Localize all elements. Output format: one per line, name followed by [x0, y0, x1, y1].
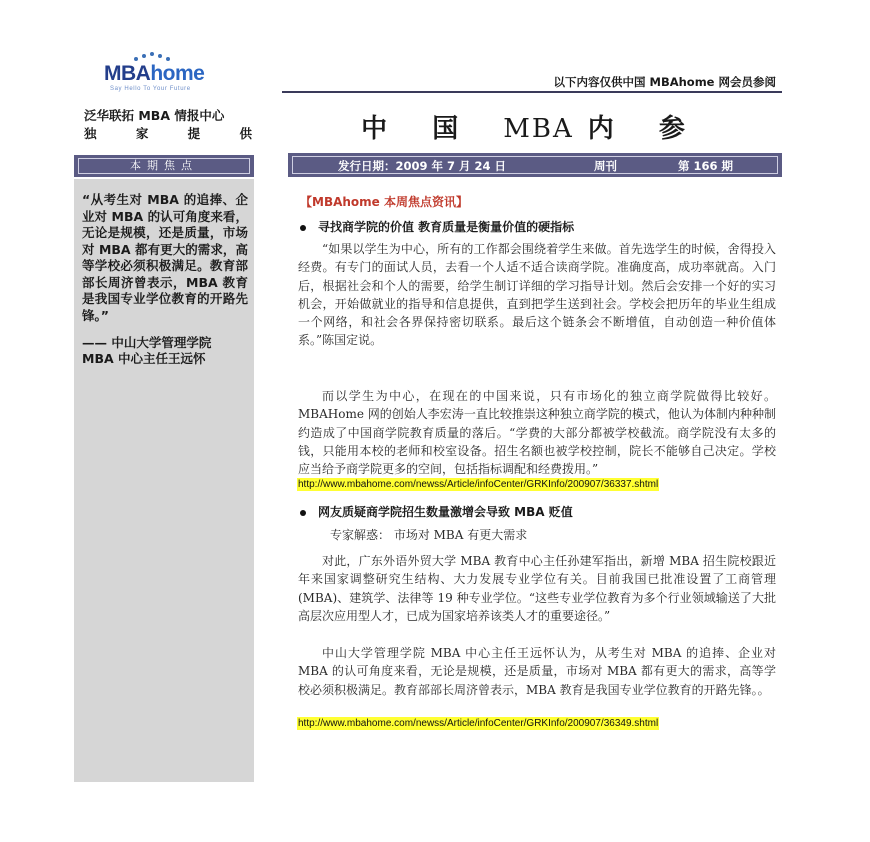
article1-headline: 寻找商学院的价值 教育质量是衡量价值的硬指标: [300, 218, 574, 235]
sidebar-heading: 本期焦点: [74, 155, 254, 177]
article2-paragraph-2: 中山大学管理学院 MBA 中心主任王远怀认为，从考生对 MBA 的追捧、企业对 MBA 的认可角度来看，无论是规模，还是质量，市场对 MBA 都有更大的需求，高等学校必须积极满足。教育部部长周济曾表示，MBA 教育是我国专业学位教育的开路先锋。。: [298, 646, 776, 697]
logo-dots: [116, 52, 176, 62]
article1-paragraph-1: “如果以学生为中心，所有的工作都会围绕着学生来做。首先选学生的时候，舍得投入经费。有专门的面试人员，去看一个人适不适合读商学院。准确度高，成功率就高。入门后，根据社会和个人的需要，给学生制订详细的学习指导计划。然后会安排一个好的实习机会，开始做就业的指导和信息提供，直到把学生送到社会。学校会把历年的毕业生组成一个网络，和社会各界保持密切联系。最后这个链条会不断增值，自动创造一种价值体系。”陈国定说。: [298, 242, 776, 348]
provider-line-2: 独 家 提 供: [84, 126, 252, 141]
members-only-note: 以下内容仅供中国 MBAhome 网会员参阅: [553, 75, 776, 89]
issue-frequency: 周刊: [594, 159, 617, 173]
page-title: 中 国 MBA 内 参: [361, 114, 703, 144]
issue-bar: [288, 153, 782, 177]
provider-line-1: 泛华联拓 MBA 情报中心: [84, 108, 225, 123]
issue-number: 第 166 期: [678, 159, 734, 173]
mbahome-logo: [104, 52, 236, 96]
bullet-icon: [300, 510, 306, 516]
article1-link[interactable]: http://www.mbahome.com/newss/Article/infoCenter/GRKInfo/200907/36337.shtml: [298, 479, 659, 490]
sidebar-quote: “从考生对 MBA 的追捧、企业对 MBA 的认可角度来看，无论是规模，还是质量，市场对 MBA 都有更大的需求，高等学校必须积极满足。教育部部长周济曾表示，MBA 教育是我国专业学位教育的开路先锋。”: [82, 192, 248, 323]
article2-paragraph-1: 对此，广东外语外贸大学 MBA 教育中心主任孙建军指出，新增 MBA 招生院校跟近年来国家调整研究生结构、大力发展专业学位有关。目前我国已批准设置了工商管理(MBA)、建筑学、法律等 19 种专业学位。“这些专业学位教育为多个行业领域输送了大批高层次应用型人才，已成为国家培养该类人才的重要途径。”: [298, 554, 776, 623]
header-rule: [282, 91, 782, 93]
article2-subhead: 专家解惑： 市场对 MBA 有更大需求: [330, 528, 528, 542]
bullet-icon: [300, 225, 306, 231]
sidebar-attribution: —— 中山大学管理学院 MBA 中心主任王远怀: [82, 335, 212, 366]
article2-link[interactable]: http://www.mbahome.com/newss/Article/infoCenter/GRKInfo/200907/36349.shtml: [298, 718, 659, 729]
article1-paragraph-2: 而以学生为中心，在现在的中国来说，只有市场化的独立商学院做得比较好。MBAHome 网的创始人李宏涛一直比较推崇这种独立商学院的模式，他认为体制内种种制约造成了中国商学院教育质量的落后。“学费的大部分都被学校截流。商学院没有太多的钱，只能用本校的老师和校室设备。招生名额也被学校控制，院长不能够自己决定。学校应当给予商学院更多的空间，包括指标调配和经费拨用。”: [298, 389, 776, 477]
section-label: 【MBAhome 本周焦点资讯】: [300, 195, 468, 209]
logo-wordmark: MBAhome: [104, 62, 205, 85]
article2-headline: 网友质疑商学院招生数量激增会导致 MBA 贬值: [300, 503, 573, 520]
logo-tagline: Say Hello To Your Future: [110, 86, 191, 92]
issue-date: 发行日期：2009 年 7 月 24 日: [338, 159, 507, 173]
